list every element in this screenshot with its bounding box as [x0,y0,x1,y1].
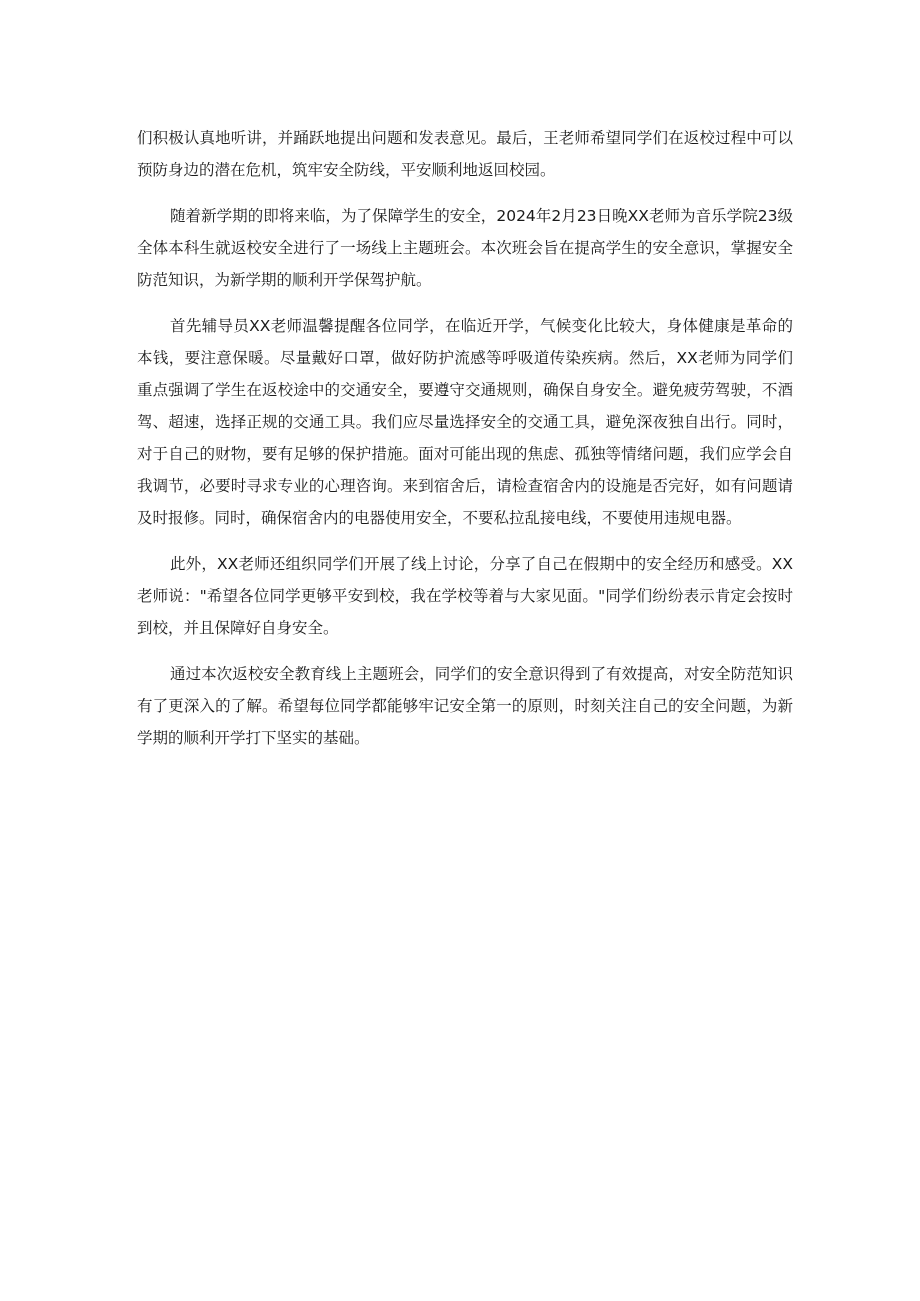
paragraph-safety-tips: 首先辅导员XX老师温馨提醒各位同学，在临近开学，气候变化比较大，身体健康是革命的本钱，要注意保暖。尽量戴好口罩，做好防护流感等呼吸道传染疾病。然后，XX老师为同学们重点强调了学生在返校途中的交通安全，要遵守交通规则，确保自身安全。避免疲劳驾驶，不酒驾、超速，选择正规的交通工具。我们应尽量选择安全的交通工具，避免深夜独自出行。同时，对于自己的财物，要有足够的保护措施。面对可能出现的焦虑、孤独等情绪问题，我们应学会自我调节，必要时寻求专业的心理咨询。来到宿舍后，请检查宿舍内的设施是否完好，如有问题请及时报修。同时，确保宿舍内的电器使用安全，不要私拉乱接电线，不要使用违规电器。 [137,317,793,527]
paragraph-discussion: 此外，XX老师还组织同学们开展了线上讨论，分享了自己在假期中的安全经历和感受。XX老师说："希望各位同学更够平安到校，我在学校等着与大家见面。"同学们纷纷表示肯定会按时到校，并且保障好自身安全。 [137,555,793,637]
article-body [137,122,793,768]
paragraph-intro: 随着新学期的即将来临，为了保障学生的安全，2024年2月23日晚XX老师为音乐学院23级全体本科生就返校安全进行了一场线上主题班会。本次班会旨在提高学生的安全意识，掌握安全防范知识，为新学期的顺利开学保驾护航。 [137,207,793,289]
paragraph-conclusion: 通过本次返校安全教育线上主题班会，同学们的安全意识得到了有效提高，对安全防范知识有了更深入的了解。希望每位同学都能够牢记安全第一的原则，时刻关注自己的安全问题，为新学期的顺利开学打下坚实的基础。 [137,665,793,747]
paragraph-continuation: 们积极认真地听讲，并踊跃地提出问题和发表意见。最后，王老师希望同学们在返校过程中可以预防身边的潜在危机，筑牢安全防线，平安顺利地返回校园。 [137,129,793,179]
